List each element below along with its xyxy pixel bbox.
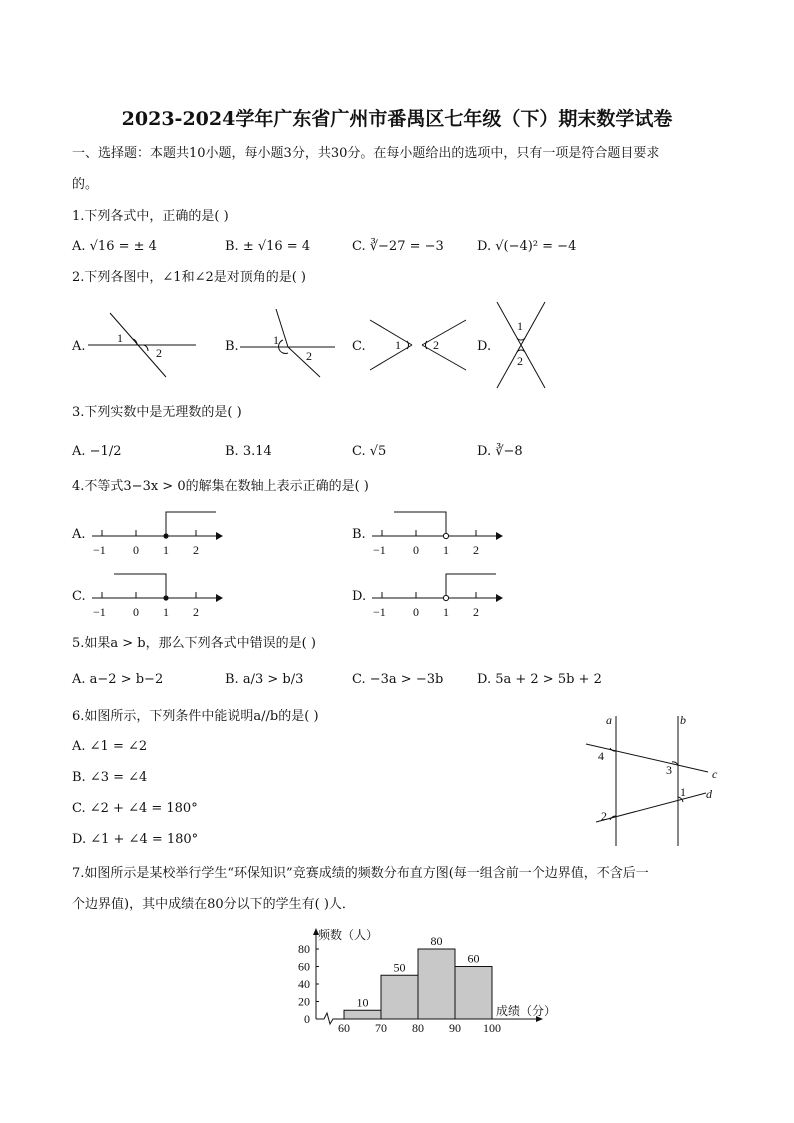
q4-option-b: B. <box>352 527 366 542</box>
fig6-angle-3: 3 <box>666 763 672 777</box>
x-tick-label: 90 <box>449 1021 461 1035</box>
tick-neg1: −1 <box>93 605 106 619</box>
q3-stem: 3.下列实数中是无理数的是( ) <box>72 405 242 420</box>
q1-option-d: D. √(−4)² = −4 <box>477 239 577 254</box>
q2c-angle-2: 2 <box>433 338 439 352</box>
bar-value-label: 10 <box>356 995 369 1010</box>
q6-stem: 6.如图所示，下列条件中能说明a//b的是( ) <box>72 709 319 724</box>
fig6-label-b: b <box>680 713 686 727</box>
q3-option-b: B. 3.14 <box>225 444 272 459</box>
y-tick-label: 0 <box>304 1012 310 1026</box>
fig6-label-d: d <box>706 787 712 801</box>
fig6-angle-2: 2 <box>601 809 607 823</box>
tick-2: 2 <box>193 543 199 557</box>
q2-figure-a <box>88 305 198 380</box>
x-tick-label: 60 <box>338 1021 350 1035</box>
q3-option-d: D. ∛−8 <box>477 444 523 459</box>
tick-1: 1 <box>163 543 169 557</box>
q7-stem-cont: 个边界值)，其中成绩在80分以下的学生有( )人． <box>72 897 355 912</box>
q1-option-c: C. ∛−27 = −3 <box>352 239 444 254</box>
q1-option-a: A. √16 = ± 4 <box>72 239 157 254</box>
q1-option-b: B. ± √16 = 4 <box>225 239 311 254</box>
tick-2: 2 <box>473 605 479 619</box>
fig6-angle-1: 1 <box>680 785 686 799</box>
y-axis-title: 频数（人） <box>318 928 379 942</box>
tick-0: 0 <box>413 605 419 619</box>
y-tick-label: 80 <box>298 942 310 956</box>
q3-option-c: C. √5 <box>352 444 387 459</box>
q2d-angle-2: 2 <box>517 354 523 368</box>
q4-option-d: D. <box>352 589 367 604</box>
q5-option-c: C. −3a > −3b <box>352 672 444 687</box>
q5-stem: 5.如果a > b，那么下列各式中错误的是( ) <box>72 636 316 651</box>
tick-neg1: −1 <box>373 543 386 557</box>
histogram-bar <box>455 967 492 1020</box>
x-tick-label: 100 <box>483 1021 501 1035</box>
q4-numberline-c <box>92 570 222 620</box>
q2a-angle-1: 1 <box>117 331 123 345</box>
page-title: 2023-2024学年广东省广州市番禺区七年级（下）期末数学试卷 <box>121 108 673 130</box>
tick-1: 1 <box>443 605 449 619</box>
tick-neg1: −1 <box>93 543 106 557</box>
bar-value-label: 60 <box>467 951 480 966</box>
q4-stem: 4.不等式3−3x > 0的解集在数轴上表示正确的是( ) <box>72 479 369 494</box>
q7-histogram <box>280 925 580 1045</box>
q2-figure-b <box>240 305 340 380</box>
q5-option-b: B. a/3 > b/3 <box>225 672 304 687</box>
q2-option-c: C. <box>352 339 366 354</box>
q6-option-b: B. ∠3 = ∠4 <box>72 770 148 785</box>
tick-neg1: −1 <box>373 605 386 619</box>
q7-stem: 7.如图所示是某校举行学生“环保知识”竞赛成绩的频数分布直方图(每一组含前一个边界值，不含后一 <box>72 866 649 881</box>
q4-numberline-b <box>372 508 502 558</box>
q2-option-a: A. <box>72 339 86 354</box>
q3-option-a: A. −1/2 <box>72 444 122 459</box>
tick-0: 0 <box>413 543 419 557</box>
q2a-angle-2: 2 <box>156 346 162 360</box>
bar-value-label: 50 <box>393 960 406 975</box>
section-heading-cont: 的。 <box>72 177 99 192</box>
tick-1: 1 <box>443 543 449 557</box>
bar-value-label: 80 <box>430 934 443 948</box>
tick-0: 0 <box>133 605 139 619</box>
q2b-angle-1: 1 <box>273 333 279 347</box>
q2c-angle-1: 1 <box>395 338 401 352</box>
y-tick-label: 40 <box>298 977 310 991</box>
q2-figure-d <box>494 300 550 390</box>
q4-numberline-a <box>92 508 222 558</box>
y-tick-label: 20 <box>298 994 310 1009</box>
q6-option-c: C. ∠2 + ∠4 = 180° <box>72 801 198 816</box>
histogram-bar <box>344 1010 381 1019</box>
q4-option-a: A. <box>72 527 86 542</box>
q5-option-d: D. 5a + 2 > 5b + 2 <box>477 672 602 687</box>
q2b-angle-2: 2 <box>306 349 312 363</box>
histogram-bar <box>418 949 455 1019</box>
q6-figure <box>584 710 724 850</box>
q5-option-a: A. a−2 > b−2 <box>72 672 164 687</box>
q2d-angle-1: 1 <box>517 319 523 333</box>
x-tick-label: 80 <box>412 1021 424 1035</box>
tick-2: 2 <box>473 543 479 557</box>
q2-figure-c <box>368 318 468 373</box>
fig6-angle-4: 4 <box>598 749 604 763</box>
x-tick-label: 70 <box>375 1021 387 1035</box>
tick-1: 1 <box>163 605 169 619</box>
section-heading: 一、选择题：本题共10小题，每小题3分，共30分。在每小题给出的选项中，只有一项是符合题目要求 <box>72 146 660 161</box>
tick-0: 0 <box>133 543 139 557</box>
q2-stem: 2.下列各图中，∠1和∠2是对顶角的是( ) <box>72 270 307 285</box>
tick-2: 2 <box>193 605 199 619</box>
y-tick-label: 60 <box>298 959 310 974</box>
q4-numberline-d <box>372 570 502 620</box>
q6-option-d: D. ∠1 + ∠4 = 180° <box>72 832 199 847</box>
q4-option-c: C. <box>72 589 86 604</box>
x-axis-title: 成绩（分） <box>496 1004 557 1018</box>
fig6-label-a: a <box>606 713 612 727</box>
q2-option-d: D. <box>477 339 492 354</box>
histogram-bar <box>381 975 418 1019</box>
q2-option-b: B. <box>225 339 239 354</box>
fig6-label-c: c <box>712 767 718 781</box>
q1-stem: 1.下列各式中，正确的是( ) <box>72 209 229 224</box>
q6-option-a: A. ∠1 = ∠2 <box>72 739 148 754</box>
